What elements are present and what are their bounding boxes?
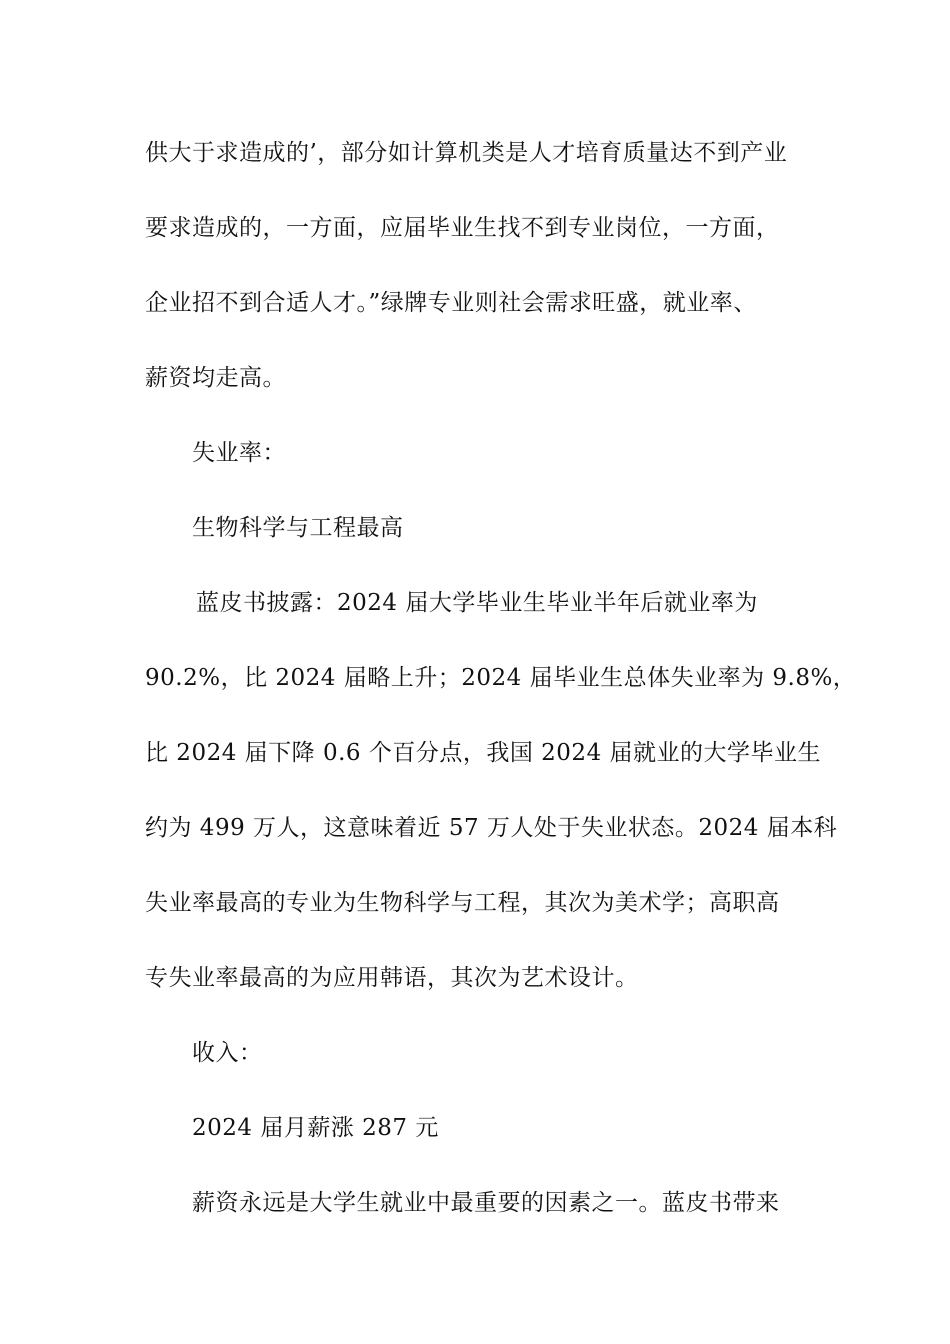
- paragraph-line: 专失业率最高的为应用韩语，其次为艺术设计。: [145, 965, 639, 991]
- section-heading-unemployment: 失业率：: [192, 440, 286, 466]
- paragraph-line: 供大于求造成的’，部分如计算机类是人才培育质量达不到产业: [145, 140, 788, 166]
- paragraph-line: 约为 499 万人，这意味着近 57 万人处于失业状态。2024 届本科: [145, 815, 838, 841]
- paragraph-line: 蓝皮书披露：2024 届大学毕业生毕业半年后就业率为: [196, 590, 758, 616]
- subheading-salary-rise: 2024 届月薪涨 287 元: [192, 1115, 439, 1141]
- subheading-biology-highest: 生物科学与工程最高: [192, 515, 404, 541]
- paragraph-line: 要求造成的，一方面，应届毕业生找不到专业岗位，一方面，: [145, 215, 780, 241]
- paragraph-line: 企业招不到合适人才。”绿牌专业则社会需求旺盛，就业率、: [145, 290, 757, 316]
- paragraph-line: 90.2%，比 2024 届略上升；2024 届毕业生总体失业率为 9.8%，: [145, 665, 857, 691]
- paragraph-line: 薪资永远是大学生就业中最重要的因素之一。蓝皮书带来: [192, 1190, 780, 1216]
- paragraph-line: 失业率最高的专业为生物科学与工程，其次为美术学；高职高: [145, 890, 780, 916]
- section-heading-income: 收入：: [192, 1040, 263, 1066]
- paragraph-line: 薪资均走高。: [145, 365, 286, 391]
- paragraph-line: 比 2024 届下降 0.6 个百分点，我国 2024 届就业的大学毕业生: [145, 740, 822, 766]
